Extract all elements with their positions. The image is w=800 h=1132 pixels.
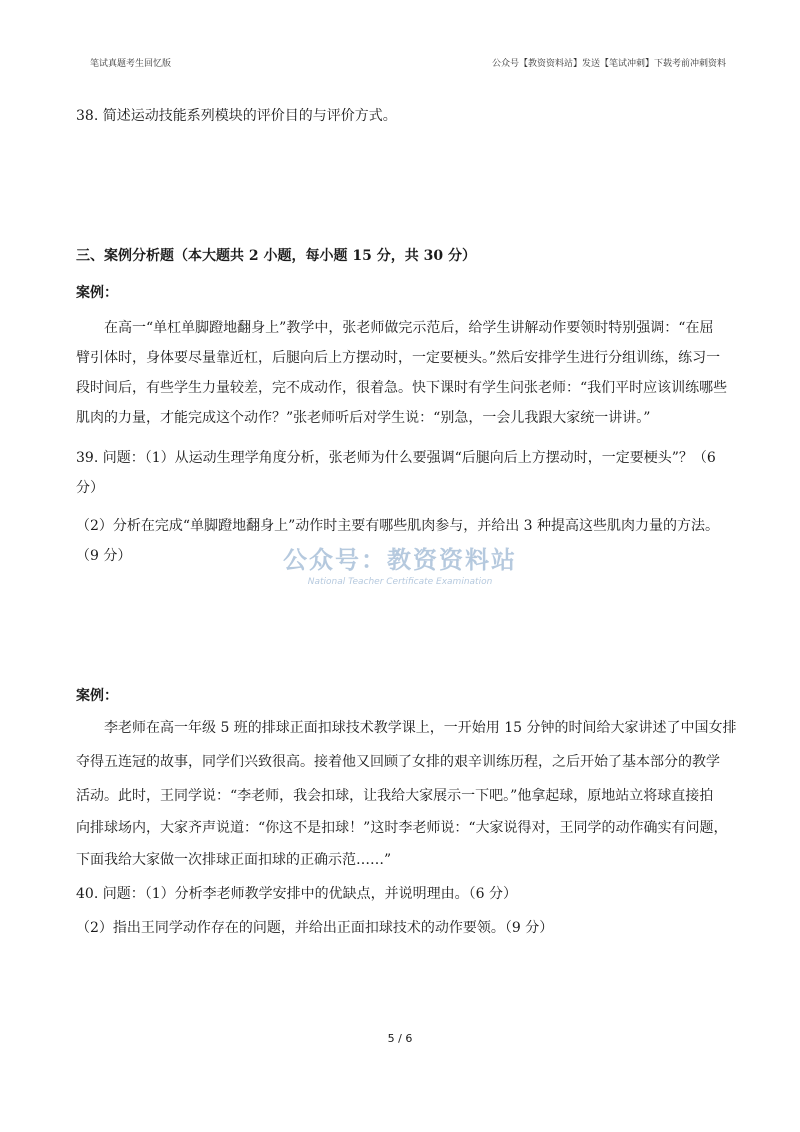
- page-number: 5 / 6: [387, 1032, 413, 1045]
- case-1-line: 肌肉的力量，才能完成这个动作？”张老师听后对学生说：“别急，一会儿我跟大家统一讲讲。”: [76, 410, 651, 426]
- case-2-label: 案例：: [76, 688, 118, 704]
- question-39-part1: 39. 问题：（1）从运动生理学角度分析，张老师为什么要强调“后腿向后上方摆动时，一定要梗头”？（6: [76, 450, 716, 466]
- case-2-line: 夺得五连冠的故事，同学们兴致很高。接着他又回顾了女排的艰辛训练历程，之后开始了基本部分的教学: [76, 754, 720, 770]
- question-40-part2: （2）指出王同学动作存在的问题，并给出正面扣球技术的动作要领。（9 分）: [76, 920, 554, 936]
- question-38: 38. 简述运动技能系列模块的评价目的与评价方式。: [76, 108, 397, 124]
- question-39-part2-cont: （9 分）: [76, 548, 132, 564]
- section-3-title: 三、案例分析题（本大题共 2 小题，每小题 15 分，共 30 分）: [76, 248, 476, 264]
- case-2-line: 向排球场内，大家齐声说道：“你这不是扣球！”这时李老师说：“大家说得对，王同学的动作确实有问题，: [76, 820, 728, 836]
- case-1-line: 臂引体时，身体要尽量靠近杠，后腿向后上方摆动时，一定要梗头。”然后安排学生进行分组训练，练习一: [76, 350, 721, 366]
- question-39-part1-cont: 分）: [76, 480, 104, 496]
- case-2-line: 李老师在高一年级 5 班的排球正面扣球技术教学课上，一开始用 15 分钟的时间给大家讲述了中国女排: [104, 720, 737, 736]
- watermark-main: 公众号：教资资料站: [283, 546, 517, 574]
- case-2-line: 下面我给大家做一次排球正面扣球的正确示范……”: [76, 852, 392, 868]
- watermark: [280, 540, 520, 587]
- question-39-part2: （2）分析在完成“单脚蹬地翻身上”动作时主要有哪些肌肉参与，并给出 3 种提高这些肌肉力量的方法。: [76, 518, 720, 534]
- case-1-line: 段时间后，有些学生力量较差，完不成动作，很着急。快下课时有学生问张老师：“我们平时应该训练哪些: [76, 380, 728, 396]
- watermark-sub: National Teacher Certificate Examination: [307, 577, 493, 587]
- header-right: 公众号【教资资料站】发送【笔试冲刺】下载考前冲刺资料: [491, 59, 726, 69]
- case-2-line: 活动。此时，王同学说：“李老师，我会扣球，让我给大家展示一下吧。”他拿起球，原地站立将球直接拍: [76, 788, 714, 804]
- case-1-line: 在高一“单杠单脚蹬地翻身上”教学中，张老师做完示范后，给学生讲解动作要领时特别强调：“在屈: [104, 320, 714, 336]
- header-left: 笔试真题考生回忆版: [90, 59, 172, 69]
- case-1-label: 案例：: [76, 285, 118, 301]
- question-40-part1: 40. 问题：（1）分析李老师教学安排中的优缺点，并说明理由。（6 分）: [76, 886, 517, 902]
